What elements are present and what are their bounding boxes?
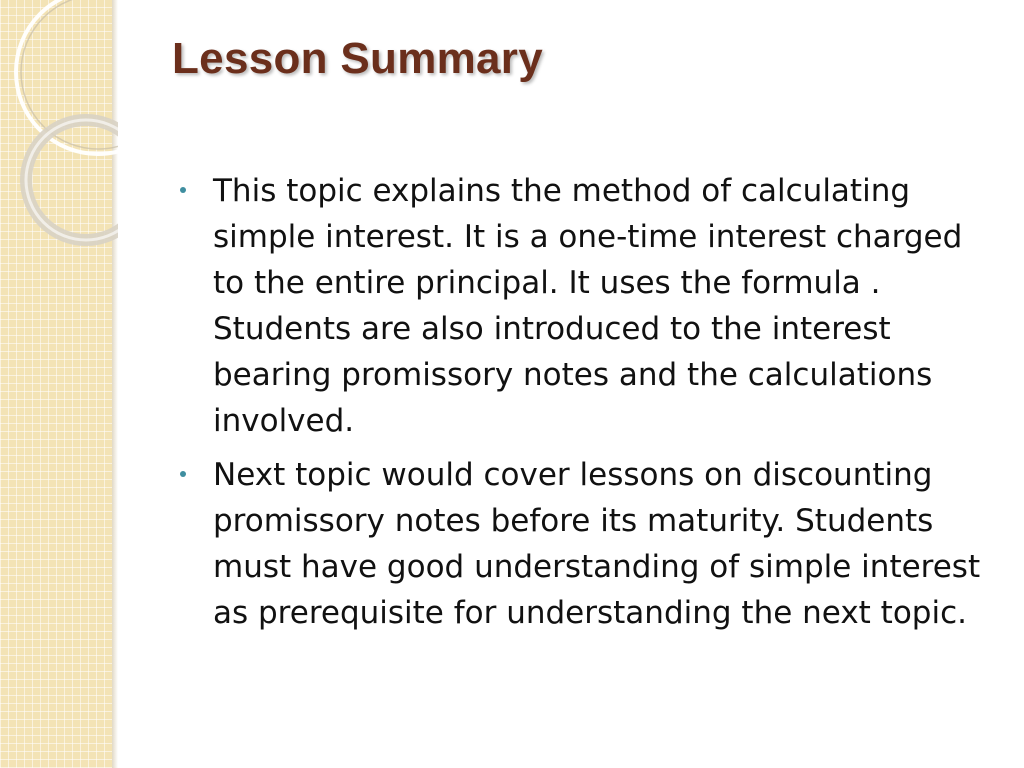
bullet-list <box>176 168 996 644</box>
slide-title: Lesson Summary <box>172 34 544 83</box>
bullet-dot-icon <box>180 471 186 477</box>
bullet-text: Next topic would cover lessons on discounting promissory notes before its maturity. Students must have good understanding of simple interest as prerequisite for understanding the next topic. <box>213 457 981 631</box>
bullet-dot-icon <box>180 187 186 193</box>
decorative-rings-icon <box>0 0 118 260</box>
bullet-item <box>176 452 996 636</box>
bullet-text: This topic explains the method of calculating simple interest. It is a one-time interest charged to the entire principal. It uses the formula . Students are also introduced to the interest bearing promissory notes and the calculations involved. <box>213 173 963 439</box>
bullet-item <box>176 168 996 444</box>
